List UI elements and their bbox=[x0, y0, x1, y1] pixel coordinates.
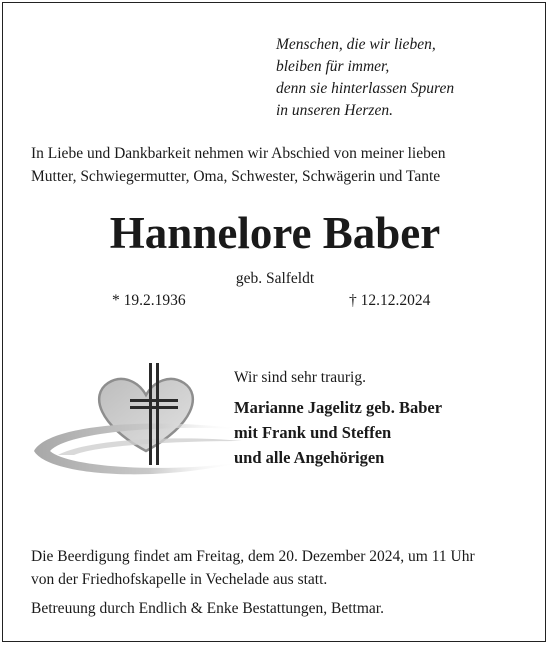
mourners-block bbox=[234, 366, 442, 470]
funeral-line: von der Friedhofskapelle in Vechelade aus statt. bbox=[31, 571, 328, 588]
mourner-name: mit Frank und Steffen bbox=[234, 423, 392, 442]
death-date: † 12.12.2024 bbox=[349, 292, 431, 309]
poem-line: Menschen, die wir lieben, bbox=[276, 36, 436, 53]
mourners-lead: Wir sind sehr traurig. bbox=[234, 369, 366, 386]
mourner-name: und alle Angehörigen bbox=[234, 448, 385, 467]
poem-line: denn sie hinterlassen Spuren bbox=[276, 80, 455, 97]
funeral-line: Die Beerdigung findet am Freitag, dem 20. Dezember 2024, um 11 Uhr bbox=[31, 548, 475, 565]
poem-line: in unseren Herzen. bbox=[276, 102, 393, 119]
undertaker-note: Betreuung durch Endlich & Enke Bestattungen, Bettmar. bbox=[31, 600, 384, 617]
intro-text bbox=[31, 142, 446, 188]
birth-date: * 19.2.1936 bbox=[112, 292, 186, 309]
deceased-name: Hannelore Baber bbox=[109, 208, 441, 258]
intro-line: In Liebe und Dankbarkeit nehmen wir Abschied von meiner lieben bbox=[31, 145, 446, 162]
heart-cross-icon bbox=[28, 355, 248, 495]
funeral-info bbox=[31, 545, 475, 591]
poem bbox=[276, 34, 454, 122]
maiden-name: geb. Salfeldt bbox=[235, 270, 315, 287]
intro-line: Mutter, Schwiegermutter, Oma, Schwester, Schwägerin und Tante bbox=[31, 168, 441, 185]
mourner-name: Marianne Jagelitz geb. Baber bbox=[234, 398, 443, 417]
poem-line: bleiben für immer, bbox=[276, 58, 390, 75]
